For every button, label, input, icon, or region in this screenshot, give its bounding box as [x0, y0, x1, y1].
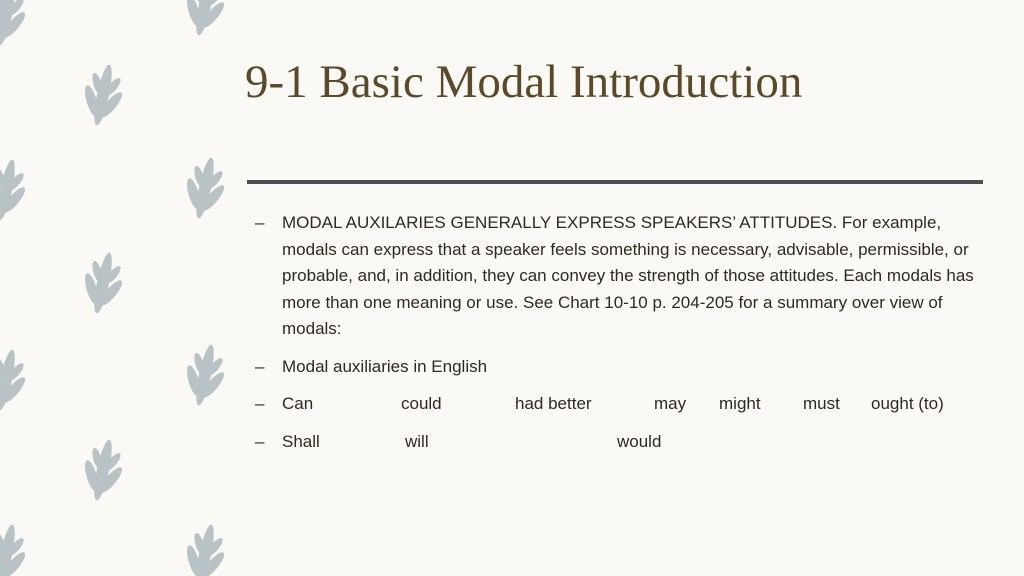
modal-word: ought (to) — [871, 394, 944, 413]
leaf-sprig-icon — [177, 153, 233, 223]
modal-word: would — [617, 431, 662, 451]
leaf-sprig-icon — [75, 435, 131, 505]
leaf-sprig-icon — [75, 60, 131, 130]
modal-word: could — [401, 394, 442, 413]
slide-body — [255, 210, 975, 455]
title-divider — [247, 180, 983, 184]
bullet-text: Modal auxiliaries in English — [282, 356, 488, 376]
modal-word: Shall — [282, 431, 320, 451]
modal-word: might — [719, 394, 761, 413]
modal-list-row — [255, 391, 975, 418]
leaf-sprig-icon — [177, 520, 233, 576]
leaf-sprig-icon — [0, 520, 34, 576]
modal-word: had better — [515, 394, 592, 413]
bullet-dash: – — [255, 356, 265, 376]
bullet-dash: – — [255, 394, 265, 413]
leaf-pattern — [0, 0, 235, 576]
bullet-item — [255, 210, 975, 343]
bullet-dash: – — [255, 431, 265, 451]
bullet-dash: – — [255, 213, 265, 232]
modal-word: Can — [282, 394, 314, 413]
leaf-sprig-icon — [0, 0, 34, 50]
bullet-item — [255, 354, 975, 381]
modal-words — [282, 429, 975, 456]
leaf-sprig-icon — [0, 345, 34, 415]
slide-title: 9-1 Basic Modal Introduction — [245, 56, 803, 108]
leaf-sprig-icon — [177, 340, 233, 410]
leaf-sprig-icon — [75, 248, 131, 318]
modal-word: will — [405, 431, 429, 451]
modal-word: may — [654, 394, 687, 413]
modal-word: must — [803, 394, 840, 413]
leaf-sprig-icon — [177, 0, 233, 40]
modal-words — [282, 391, 975, 418]
leaf-sprig-icon — [0, 155, 34, 225]
bullet-text: MODAL AUXILARIES GENERALLY EXPRESS SPEAKERS’ ATTITUDES. For example, modals can express that a speaker feels something is necessary, advisable, permissible, or probable, and, in addition, they can convey the strength of those attitudes. Each modals has more than one meaning or use. See Chart 10-10 p. 204-205 for a summary over view of modals: — [282, 213, 974, 338]
modal-list-row — [255, 429, 975, 456]
